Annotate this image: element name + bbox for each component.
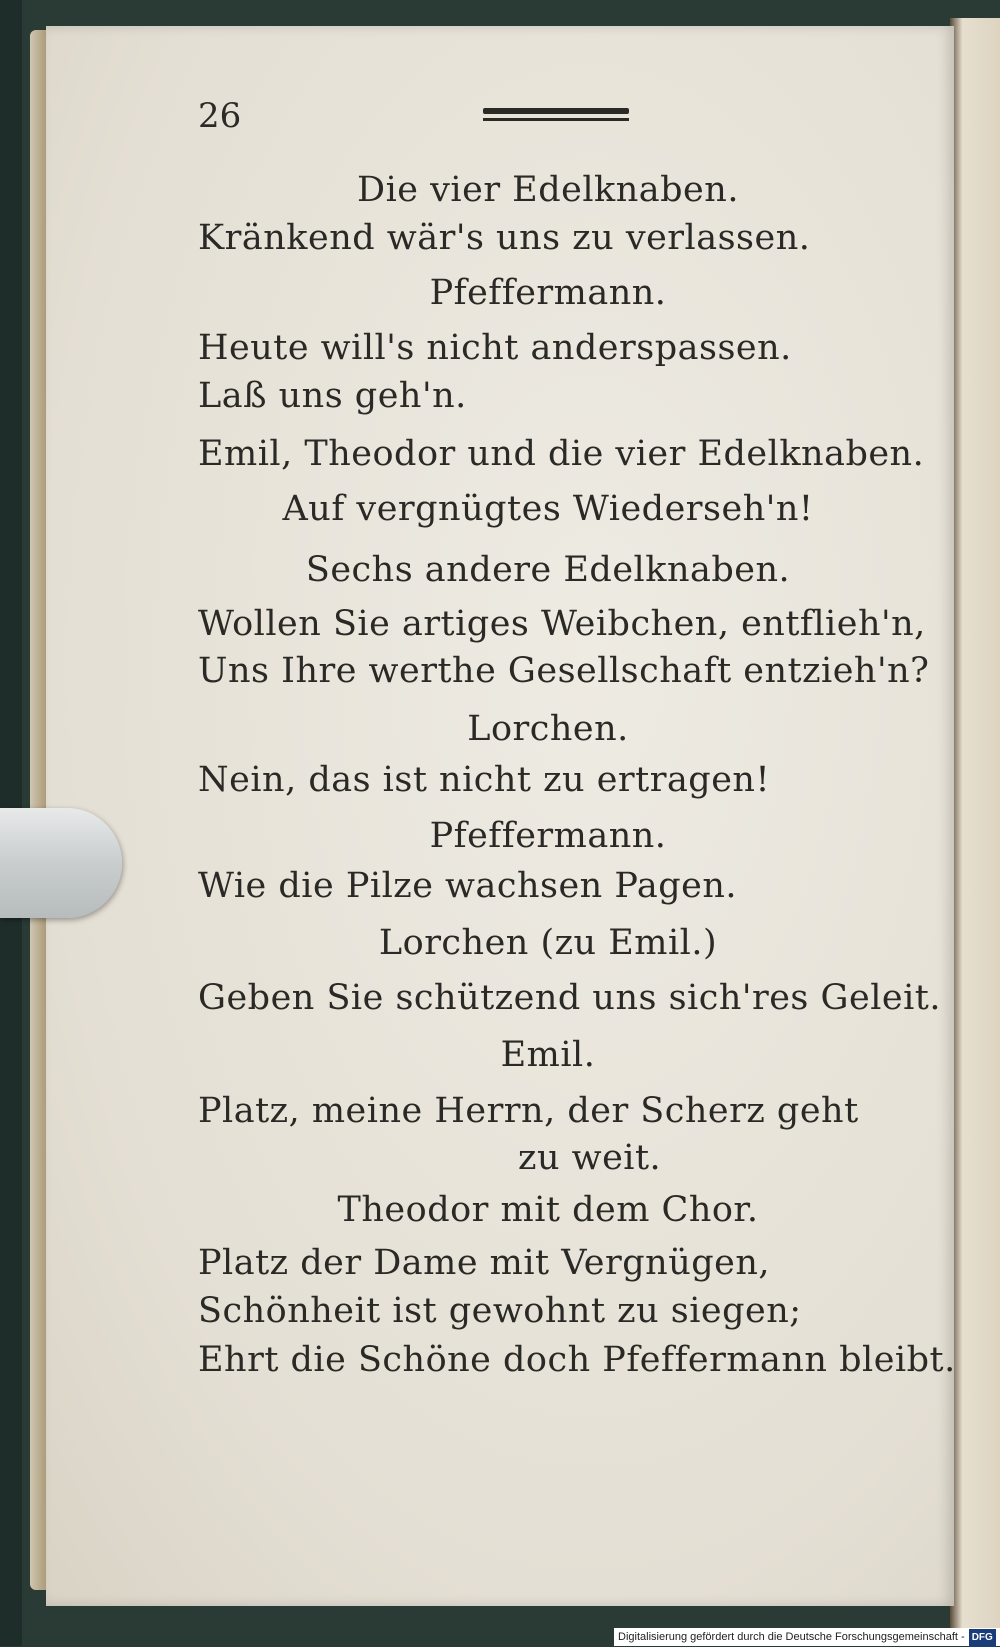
speaker-heading: Lorchen (zu Emil.) [378,923,718,963]
speaker-heading: Sechs andere Edelknaben. [305,550,791,590]
verse-line-continuation: zu weit. [518,1138,662,1178]
verse-line: Laß uns geh'n. [198,376,467,416]
verse-line: Heute will's nicht anderspassen. [198,328,792,368]
speaker-heading: Pfeffermann. [429,273,667,313]
verse-line: Uns Ihre werthe Gesellschaft entzieh'n? [198,651,930,691]
verse-line: Auf vergnügtes Wiederseh'n! [282,489,814,529]
dfg-badge: DFG [969,1629,996,1647]
verse-line: Schönheit ist gewohnt zu siegen; [198,1291,802,1331]
header-rule [483,108,629,114]
page-number: 26 [198,96,242,136]
speaker-heading: Emil. [500,1035,596,1075]
verse-line: Wollen Sie artiges Weibchen, entflieh'n, [198,604,926,644]
verse-line: Platz der Dame mit Vergnügen, [198,1243,771,1283]
verse-line: Ehrt die Schöne doch Pfeffermann bleibt. [198,1340,956,1380]
page-clip [0,808,122,918]
adjacent-page-edge [950,18,1000,1628]
speaker-heading: Pfeffermann. [429,816,667,856]
header-rule-thin [483,118,629,121]
speaker-heading: Theodor mit dem Chor. [337,1190,759,1230]
verse-line: Geben Sie schützend uns sich'res Geleit. [198,978,941,1018]
verse-line: Wie die Pilze wachsen Pagen. [198,866,737,906]
speaker-heading: Die vier Edelknaben. [357,170,739,210]
credit-text: Digitalisierung gefördert durch die Deutsche Forschungsgemeinschaft - [618,1631,965,1643]
verse-line: Nein, das ist nicht zu ertragen! [198,760,771,800]
speaker-heading: Lorchen. [467,709,629,749]
digitization-credit [614,1628,1000,1646]
verse-line: Platz, meine Herrn, der Scherz geht [198,1091,859,1131]
speaker-heading: Emil, Theodor und die vier Edelknaben. [198,434,925,474]
verse-line: Kränkend wär's uns zu verlassen. [198,218,811,258]
